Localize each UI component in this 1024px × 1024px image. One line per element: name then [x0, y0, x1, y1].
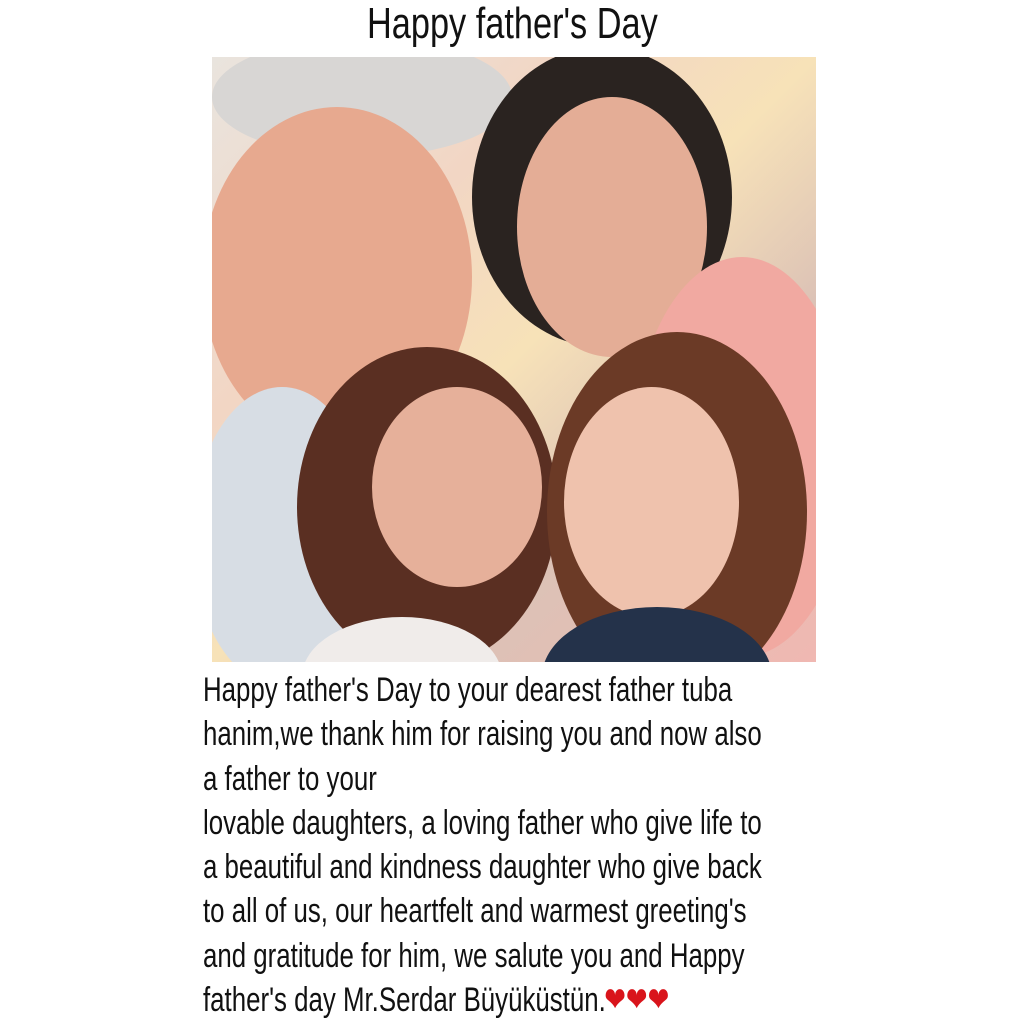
- message-line-text: to all of us, our heartfelt and warmest greeting's: [203, 892, 747, 931]
- page-title: [0, 0, 1024, 48]
- message-line: [203, 757, 843, 801]
- message-line-text: and gratitude for him, we salute you and Happy: [203, 936, 745, 975]
- photo-face-girl2: [564, 387, 739, 617]
- message-line-text: a father to your: [203, 759, 377, 798]
- message-line: [203, 668, 843, 712]
- message-line: [203, 934, 843, 978]
- message-line-text: lovable daughters, a loving father who give life to: [203, 803, 762, 842]
- message-line-text: hanim,we thank him for raising you and now also: [203, 715, 762, 754]
- title-text: Happy father's Day: [366, 0, 658, 48]
- message-line: [203, 712, 843, 756]
- photo-face-girl1: [372, 387, 542, 587]
- family-photo: [212, 57, 816, 662]
- message-line: [203, 845, 843, 889]
- message-line-text: a beautiful and kindness daughter who give back: [203, 848, 762, 887]
- message-line-text: Happy father's Day to your dearest father tuba: [203, 671, 733, 709]
- message-line: [203, 889, 843, 933]
- message-text: [203, 668, 843, 1022]
- message-line-signature: [203, 978, 843, 1022]
- message-line-text: father's day Mr.Serdar Büyüküstün.❤❤❤: [203, 981, 670, 1020]
- message-line: [203, 801, 843, 845]
- heart-icons: ❤❤❤: [604, 981, 670, 1020]
